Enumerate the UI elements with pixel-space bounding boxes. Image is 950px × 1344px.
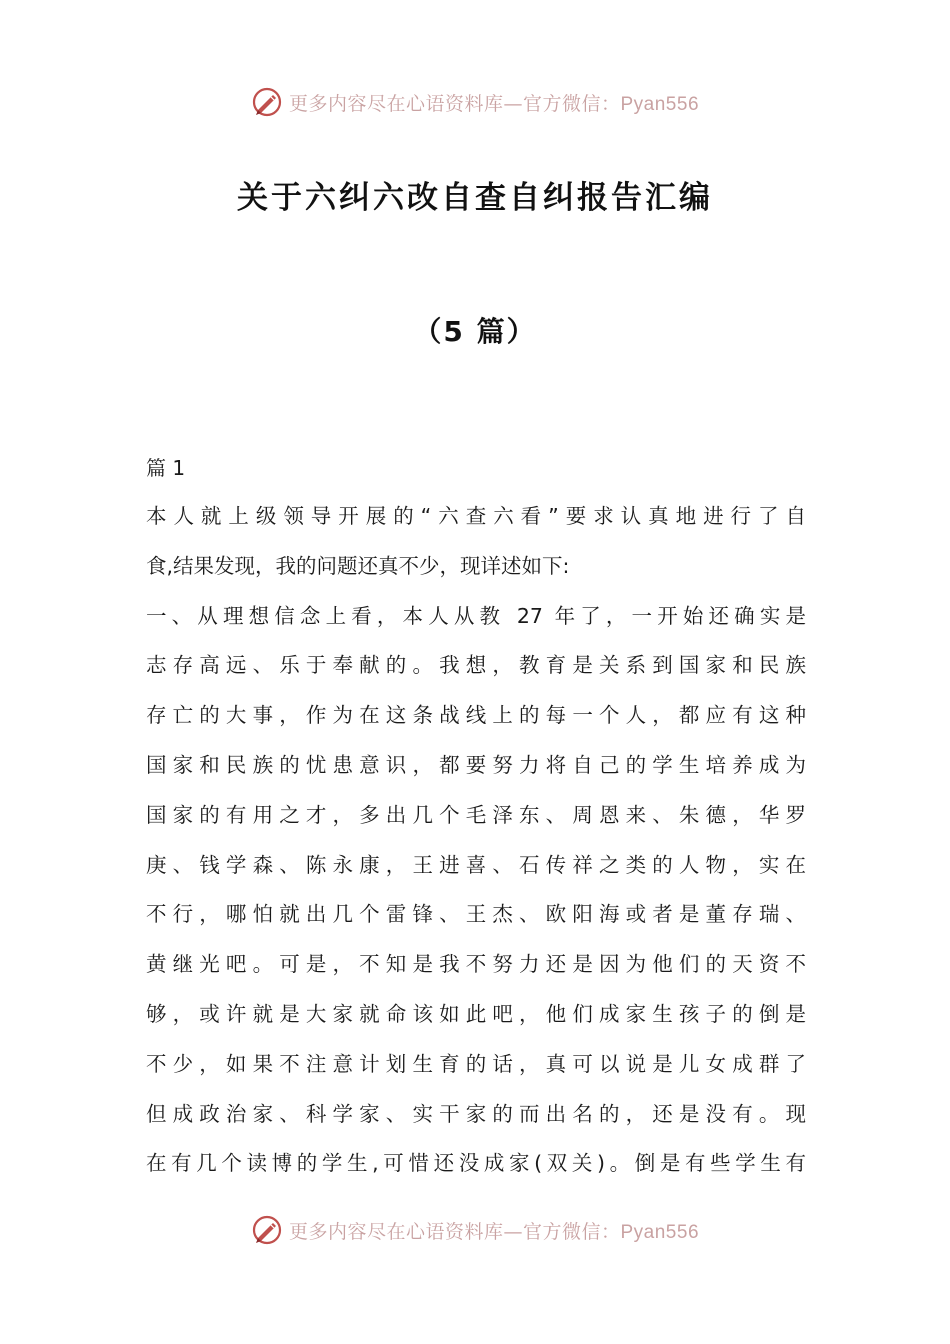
body-line: 存亡的大事，作为在这条战线上的每一个人，都应有这种 (146, 703, 806, 728)
pen-logo-icon (251, 86, 283, 118)
body-line: 国家的有用之才，多出几个毛泽东、周恩来、朱德，华罗 (146, 802, 806, 827)
body-text (146, 492, 806, 1189)
body-line: 不少，如果不注意计划生育的话，真可以说是儿女成群了 (146, 1051, 806, 1076)
body-line: 国家和民族的忧患意识，都要努力将自己的学生培养成为 (146, 752, 806, 777)
body-line: 庚、钱学森、陈永康，王进喜、石传祥之类的人物，实在 (146, 852, 806, 877)
body-line: 本人就上级领导开展的“六查六看”要求认真地进行了自 (146, 504, 806, 528)
body-line: 志存高远、乐于奉献的。我想，教育是关系到国家和民族 (146, 653, 806, 678)
body-line: 不行，哪怕就出几个雷锋、王杰、欧阳海或者是董存瑞、 (146, 902, 806, 927)
watermark-text: 更多内容尽在心语资料库—官方微信：Pyan556 (288, 92, 700, 115)
body-line: 够，或许就是大家就命该如此吧，他们成家生孩子的倒是 (146, 1001, 806, 1026)
wechat-id: Pyan556 (620, 93, 700, 115)
pen-logo-icon (251, 1214, 283, 1246)
body-line: 一、从理想信念上看，本人从教 27 年了，一开始还确实是 (146, 603, 806, 628)
document-title: 关于六纠六改自查自纠报告汇编 (237, 180, 713, 216)
watermark-text: 更多内容尽在心语资料库—官方微信：Pyan556 (288, 1220, 700, 1243)
header-watermark (0, 82, 950, 122)
document-subtitle: （5 篇） (413, 315, 537, 348)
body-line: 在有几个读博的学生,可惜还没成家(双关)。倒是有些学生有 (146, 1151, 806, 1176)
wechat-id: Pyan556 (620, 1221, 700, 1243)
footer-watermark (0, 1210, 950, 1250)
body-line: 食,结果发现，我的问题还真不少，现详述如下: (146, 553, 570, 578)
section-label: 篇 1 (146, 456, 186, 480)
body-line: 黄继光吧。可是，不知是我不努力还是因为他们的天资不 (146, 952, 806, 977)
body-line: 但成政治家、科学家、实干家的而出名的，还是没有。现 (146, 1101, 806, 1126)
